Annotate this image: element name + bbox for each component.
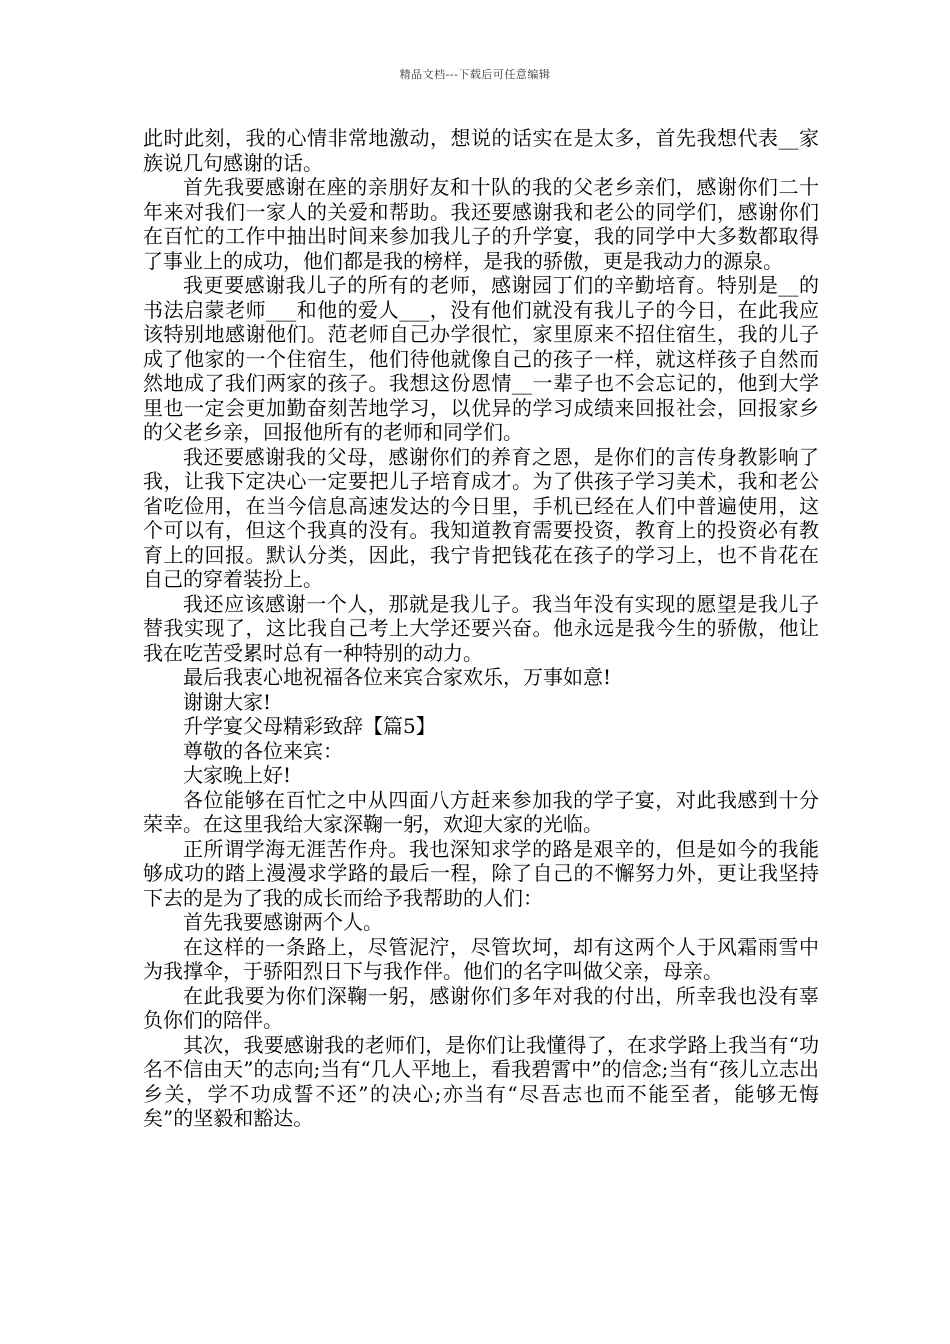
paragraph-11: 各位能够在百忙之中从四面八方赶来参加我的学子宴，对此我感到十分荣幸。在这里我给大家深鞠一躬，欢迎大家的光临。 [143, 787, 819, 836]
paragraph-3: 我更要感谢我儿子的所有的老师，感谢园丁们的辛勤培育。特别是__的书法启蒙老师___和他的爱人___，没有他们就没有我儿子的今日，在此我应该特别地感谢他们。范老师自己办学很忙，家里原来不招住宿生，我的儿子成了他家的一个住宿生，他们待他就像自己的孩子一样，就这样孩子自然而然地成了我们两家的孩子。我想这份恩情__一辈子也不会忘记的，他到大学里也一定会更加勤奋刻苦地学习，以优异的学习成绩来回报社会，回报家乡的父老乡亲，回报他所有的老师和同学们。 [143, 273, 819, 444]
paragraph-6: 最后我衷心地祝福各位来宾合家欢乐，万事如意! [183, 665, 612, 689]
salutation: 尊敬的各位来宾： [183, 738, 343, 763]
paragraph-14: 在这样的一条路上，尽管泥泞，尽管坎坷，却有这两个人于风霜雨雪中为我撑伞，于骄阳烈日下与我作伴。他们的名字叫做父亲，母亲。 [143, 934, 819, 983]
paragraph-7: 谢谢大家! [183, 689, 272, 714]
paragraph-12: 正所谓学海无涯苦作舟。我也深知求学的路是艰辛的，但是如今的我能够成功的踏上漫漫求学路的最后一程，除了自己的不懈努力外，更让我坚持下去的是为了我的成长而给予我帮助的人们： [143, 836, 819, 910]
paragraph-13: 首先我要感谢两个人。 [183, 910, 383, 934]
paragraph-1: 此时此刻，我的心情非常地激动，想说的话实在是太多，首先我想代表__家族说几句感谢的话。 [143, 126, 819, 175]
paragraph-4: 我还要感谢我的父母，感谢你们的养育之恩，是你们的言传身教影响了我，让我下定决心一定要把儿子培育成才。为了供孩子学习美术，我和老公省吃俭用，在当今信息高速发达的今日里，手机已经在人们中普遍使用，这个可以有，但这个我真的没有。我知道教育需要投资，教育上的投资必有教育上的回报。默认分类，因此，我宁肯把钱花在孩子的学习上，也不肯花在自己的穿着装扮上。 [143, 444, 819, 591]
document-body [143, 126, 819, 1131]
paragraph-15: 在此我要为你们深鞠一躬，感谢你们多年对我的付出，所幸我也没有辜负你们的陪伴。 [143, 983, 819, 1032]
paragraph-16: 其次，我要感谢我的老师们，是你们让我懂得了，在求学路上我当有“功名不信由天”的志向;当有“几人平地上，看我碧霄中”的信念;当有“孩儿立志出乡关，学不功成誓不还”的决心;亦当有“尽吾志也而不能至者，能够无悔矣”的坚毅和豁达。 [143, 1032, 819, 1130]
paragraph-2: 首先我要感谢在座的亲朋好友和十队的我的父老乡亲们，感谢你们二十年来对我们一家人的关爱和帮助。我还要感谢我和老公的同学们，感谢你们在百忙的工作中抽出时间来参加我儿子的升学宴，我的同学中大多数都取得了事业上的成功，他们都是我的榜样，是我的骄傲，更是我动力的源泉。 [143, 175, 819, 273]
page-header: 精品文档---下载后可任意编辑 [399, 68, 551, 81]
greeting: 大家晚上好! [183, 763, 292, 787]
section-title: 升学宴父母精彩致辞【篇5】 [183, 714, 436, 738]
paragraph-5: 我还应该感谢一个人，那就是我儿子。我当年没有实现的愿望是我儿子替我实现了，这比我自己考上大学还要兴奋。他永远是我今生的骄傲，他让我在吃苦受累时总有一种特别的动力。 [143, 591, 819, 665]
